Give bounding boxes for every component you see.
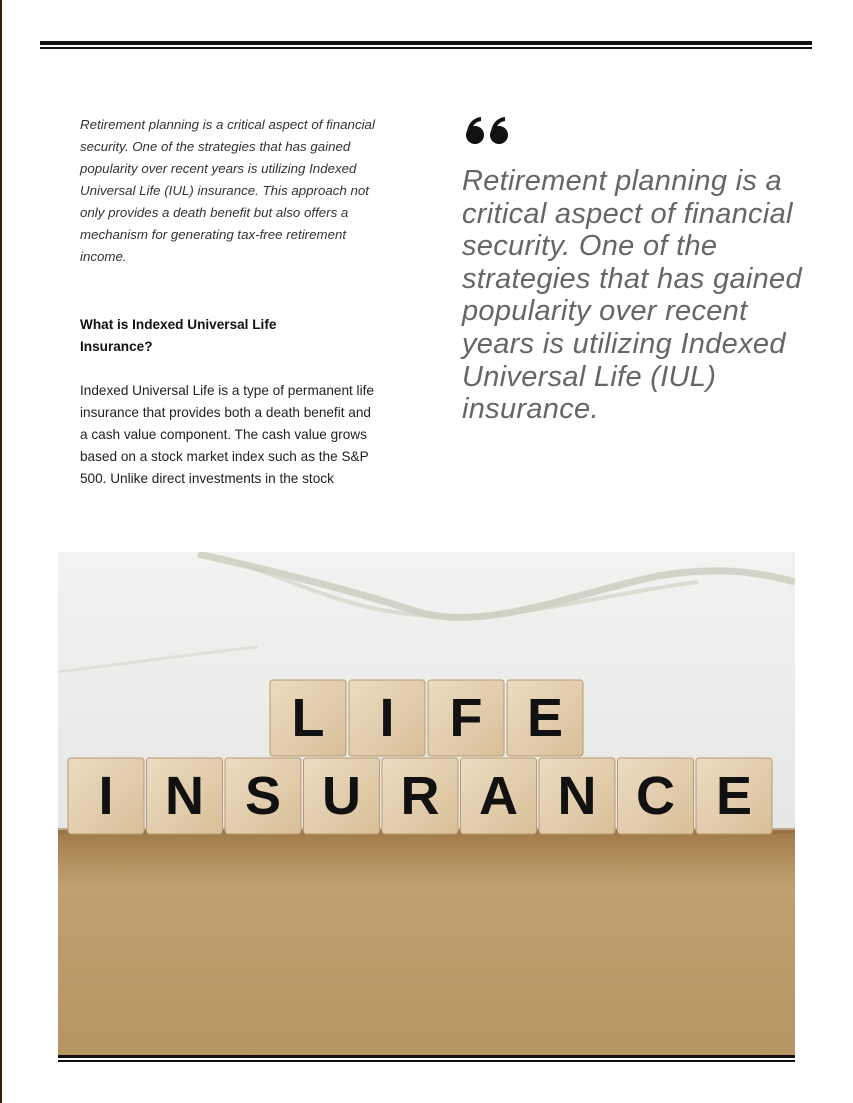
top-letter-1: I bbox=[379, 688, 395, 748]
bottom-block-4 bbox=[382, 758, 458, 834]
bottom-block-6 bbox=[539, 758, 615, 834]
top-block-3 bbox=[507, 680, 583, 756]
bottom-letter-5: A bbox=[479, 766, 518, 826]
bottom-letter-0: I bbox=[98, 766, 114, 826]
bottom-letter-7: C bbox=[636, 766, 675, 826]
top-letter-3: E bbox=[526, 688, 564, 748]
bottom-block-1 bbox=[147, 758, 223, 834]
pull-quote: Retirement planning is a critical aspect of financial security. One of the strategies that has gained popularity over recent years is utilizing Indexed Universal Life (IUL) insurance. bbox=[462, 165, 802, 426]
bottom-block-2 bbox=[225, 758, 301, 834]
bottom-letter-2: S bbox=[244, 766, 282, 826]
quotation-mark-icon bbox=[465, 116, 511, 151]
life-insurance-blocks-photo bbox=[58, 552, 795, 1055]
body-paragraph: Indexed Universal Life is a type of permanent life insurance that provides both a death benefit and a cash value component. The cash value grows based on a stock market index such as the S&P 500. Unlike direct investments in the stock bbox=[80, 383, 374, 486]
bottom-rule bbox=[58, 1055, 795, 1062]
page-edge bbox=[0, 0, 2, 1103]
bottom-letter-6: N bbox=[557, 766, 597, 826]
top-letter-0: L bbox=[291, 688, 325, 748]
top-block-1 bbox=[349, 680, 425, 756]
top-rule bbox=[40, 41, 812, 49]
intro-paragraph: Retirement planning is a critical aspect of financial security. One of the strategies that has gained popularity over recent years is utilizing Indexed Universal Life (IUL) insurance. This approach not only provides a death benefit but also offers a mechanism for generating tax-free retirement income. bbox=[80, 117, 375, 264]
section-heading: What is Indexed Universal Life Insurance? bbox=[80, 317, 277, 354]
top-block-0 bbox=[270, 680, 346, 756]
top-block-2 bbox=[428, 680, 504, 756]
bottom-block-7 bbox=[618, 758, 694, 834]
bottom-letter-4: R bbox=[400, 766, 440, 826]
bottom-block-8 bbox=[696, 758, 772, 834]
bottom-letter-8: E bbox=[715, 766, 753, 826]
bottom-block-5 bbox=[461, 758, 537, 834]
blocks-bottom-row bbox=[68, 758, 772, 834]
bottom-block-3 bbox=[304, 758, 380, 834]
bottom-letter-3: U bbox=[322, 766, 361, 826]
top-letter-2: F bbox=[449, 688, 483, 748]
bottom-block-0 bbox=[68, 758, 144, 834]
bottom-letter-1: N bbox=[165, 766, 204, 826]
